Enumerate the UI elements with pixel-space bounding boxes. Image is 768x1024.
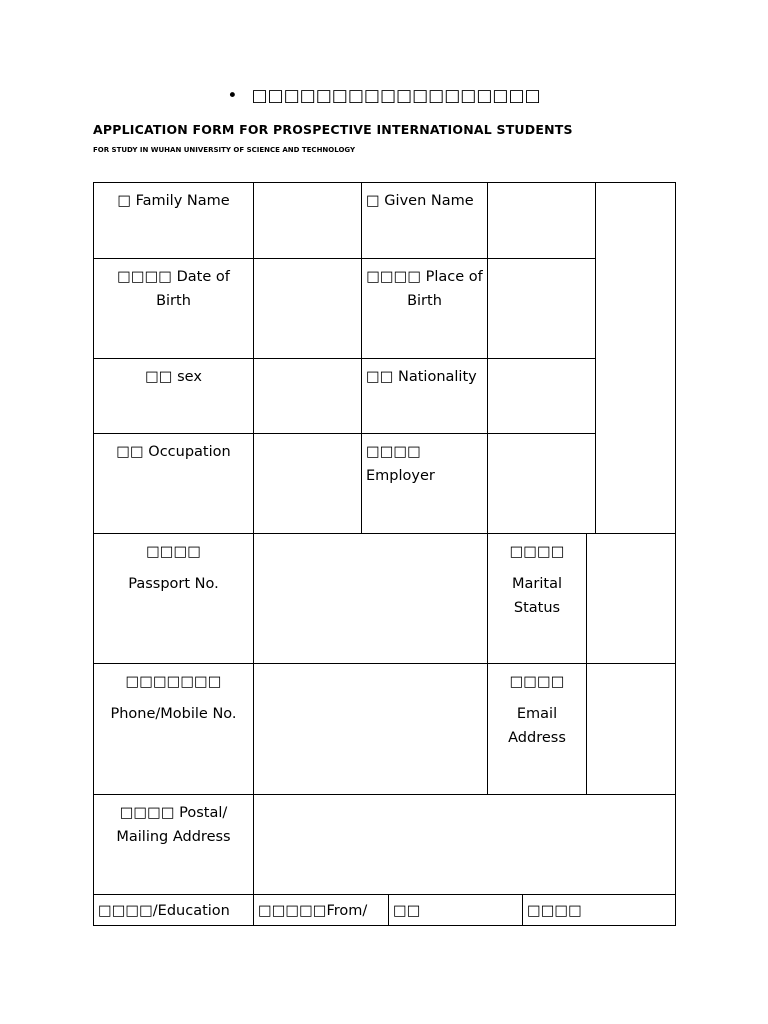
education-label: □□□□/Education	[98, 903, 230, 919]
postal-label: □□□□ Postal/ Mailing Address	[116, 805, 231, 845]
sex-label-cell	[93, 358, 254, 434]
edu-col4-label-cell	[522, 894, 676, 926]
family-name-input[interactable]	[253, 182, 362, 259]
form-title	[0, 86, 768, 106]
sex-input[interactable]	[253, 358, 362, 434]
employer-label-cn: □□□□	[366, 444, 421, 460]
form-subheading: FOR STUDY IN WUHAN UNIVERSITY OF SCIENCE AND TECHNOLOGY	[93, 146, 356, 154]
pob-input[interactable]	[487, 258, 596, 359]
postal-input[interactable]	[253, 794, 676, 895]
phone-label-cn: □□□□□□□	[125, 674, 222, 690]
family-name-label-cell	[93, 182, 254, 259]
marital-label-en: Marital Status	[512, 576, 562, 616]
form-heading: APPLICATION FORM FOR PROSPECTIVE INTERNATIONAL STUDENTS	[93, 122, 573, 137]
occupation-label: □□ Occupation	[116, 444, 231, 460]
nationality-label-cell	[361, 358, 488, 434]
dob-label-cell	[93, 258, 254, 359]
marital-input[interactable]	[586, 533, 676, 664]
family-name-label: □ Family Name	[117, 193, 230, 209]
edu-col3-label-cell	[388, 894, 523, 926]
employer-input[interactable]	[487, 433, 596, 534]
edu-col3-label: □□	[393, 903, 421, 919]
nationality-input[interactable]	[487, 358, 596, 434]
sex-label: □□ sex	[145, 369, 202, 385]
employer-label-en: Employer	[366, 468, 435, 484]
dob-input[interactable]	[253, 258, 362, 359]
pob-label: □□□□ Place of Birth	[366, 269, 483, 309]
bullet-icon: •	[227, 86, 238, 106]
edu-col4-label: □□□□	[527, 903, 582, 919]
given-name-label-cell	[361, 182, 488, 259]
passport-label-cell	[93, 533, 254, 664]
phone-label-en: Phone/Mobile No.	[110, 706, 237, 722]
nationality-label: □□ Nationality	[366, 369, 477, 385]
occupation-label-cell	[93, 433, 254, 534]
title-chinese-text: □□□□□□□□□□□□□□□□□□	[251, 86, 541, 106]
passport-label-cn: □□□□	[146, 544, 201, 560]
email-label-cell	[487, 663, 587, 795]
passport-label-en: Passport No.	[128, 576, 219, 592]
email-input[interactable]	[586, 663, 676, 795]
dob-label: □□□□ Date of Birth	[117, 269, 230, 309]
marital-label-cell	[487, 533, 587, 664]
given-name-label: □ Given Name	[366, 193, 474, 209]
given-name-input[interactable]	[487, 182, 596, 259]
marital-label-cn: □□□□	[509, 544, 565, 560]
pob-label-cell	[361, 258, 488, 359]
postal-label-cell	[93, 794, 254, 895]
phone-label-cell	[93, 663, 254, 795]
email-label-cn: □□□□	[509, 674, 565, 690]
phone-input[interactable]	[253, 663, 488, 795]
email-label-en: Email Address	[508, 706, 566, 746]
occupation-input[interactable]	[253, 433, 362, 534]
employer-label-cell	[361, 433, 488, 534]
photo-box[interactable]	[595, 182, 676, 534]
from-label-cell	[253, 894, 389, 926]
education-label-cell	[93, 894, 254, 926]
from-label: □□□□□From/	[258, 903, 368, 919]
passport-input[interactable]	[253, 533, 488, 664]
